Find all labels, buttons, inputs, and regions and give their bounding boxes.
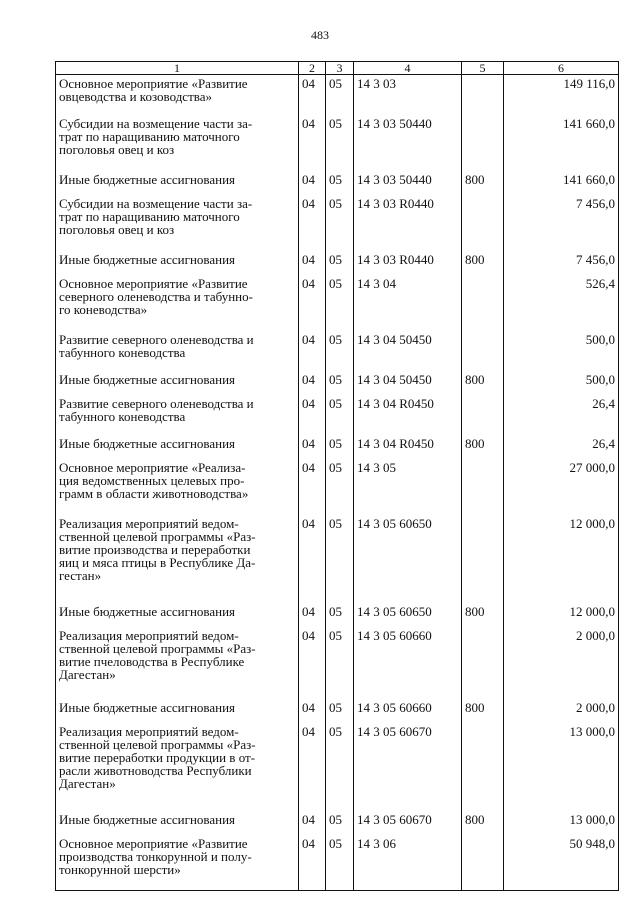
row-name: Субсидии на возмещение части за- трат по наращиванию маточного поголовья овец и коз (56, 195, 299, 251)
row-expense-type (462, 75, 504, 115)
row-section: 04 (299, 627, 326, 699)
row-section: 04 (299, 115, 326, 171)
row-target-code: 14 3 05 60660 (354, 627, 462, 699)
header-col-4: 4 (354, 62, 462, 75)
row-subsection: 05 (326, 251, 354, 275)
row-target-code: 14 3 03 R0440 (354, 251, 462, 275)
row-section: 04 (299, 251, 326, 275)
header-col-5: 5 (462, 62, 504, 75)
row-subsection: 05 (326, 435, 354, 459)
row-name: Реализация мероприятий ведом- ственной целевой программы «Раз- витие переработки продукции в от- расли животноводства Республики Дагестан» (56, 723, 299, 811)
row-target-code: 14 3 05 60650 (354, 515, 462, 603)
row-subsection: 05 (326, 515, 354, 603)
row-amount: 26,4 (504, 435, 619, 459)
row-name: Основное мероприятие «Развитие северного оленеводства и табунно- го коневодства» (56, 275, 299, 331)
table-row (56, 275, 619, 331)
table-row (56, 723, 619, 811)
row-target-code: 14 3 05 60670 (354, 723, 462, 811)
row-name: Иные бюджетные ассигнования (56, 603, 299, 627)
row-amount: 526,4 (504, 275, 619, 331)
row-expense-type (462, 395, 504, 435)
row-target-code: 14 3 03 50440 (354, 115, 462, 171)
row-expense-type (462, 835, 504, 891)
row-expense-type (462, 195, 504, 251)
header-col-1: 1 (56, 62, 299, 75)
budget-table (55, 61, 619, 891)
row-target-code: 14 3 04 50450 (354, 371, 462, 395)
row-target-code: 14 3 05 60650 (354, 603, 462, 627)
row-amount: 12 000,0 (504, 515, 619, 603)
row-subsection: 05 (326, 75, 354, 115)
row-amount: 141 660,0 (504, 171, 619, 195)
row-amount: 500,0 (504, 371, 619, 395)
row-expense-type: 800 (462, 251, 504, 275)
row-subsection: 05 (326, 603, 354, 627)
table-row (56, 171, 619, 195)
row-name: Реализация мероприятий ведом- ственной целевой программы «Раз- витие производства и переработки яиц и мяса птицы в Республике Да- гестан» (56, 515, 299, 603)
row-section: 04 (299, 75, 326, 115)
row-subsection: 05 (326, 395, 354, 435)
row-target-code: 14 3 04 R0450 (354, 435, 462, 459)
row-target-code: 14 3 04 (354, 275, 462, 331)
row-name: Основное мероприятие «Развитие овцеводства и козоводства» (56, 75, 299, 115)
row-section: 04 (299, 515, 326, 603)
row-name: Иные бюджетные ассигнования (56, 371, 299, 395)
row-subsection: 05 (326, 459, 354, 515)
header-col-2: 2 (299, 62, 326, 75)
header-col-6: 6 (504, 62, 619, 75)
row-name: Развитие северного оленеводства и табунного коневодства (56, 395, 299, 435)
row-section: 04 (299, 371, 326, 395)
table-row (56, 603, 619, 627)
row-amount: 12 000,0 (504, 603, 619, 627)
row-section: 04 (299, 331, 326, 371)
table-row (56, 251, 619, 275)
row-subsection: 05 (326, 811, 354, 835)
row-section: 04 (299, 459, 326, 515)
row-target-code: 14 3 05 (354, 459, 462, 515)
page-number: 483 (311, 28, 329, 42)
row-amount: 2 000,0 (504, 699, 619, 723)
row-section: 04 (299, 171, 326, 195)
row-target-code: 14 3 05 60660 (354, 699, 462, 723)
row-name: Иные бюджетные ассигнования (56, 171, 299, 195)
row-expense-type (462, 459, 504, 515)
row-name: Субсидии на возмещение части за- трат по наращиванию маточного поголовья овец и коз (56, 115, 299, 171)
table-row (56, 331, 619, 371)
table-row (56, 371, 619, 395)
row-section: 04 (299, 395, 326, 435)
row-target-code: 14 3 03 (354, 75, 462, 115)
row-name: Иные бюджетные ассигнования (56, 251, 299, 275)
row-amount: 2 000,0 (504, 627, 619, 699)
row-subsection: 05 (326, 275, 354, 331)
table-row (56, 459, 619, 515)
row-amount: 26,4 (504, 395, 619, 435)
row-amount: 149 116,0 (504, 75, 619, 115)
row-expense-type (462, 331, 504, 371)
row-name: Иные бюджетные ассигнования (56, 435, 299, 459)
row-amount: 50 948,0 (504, 835, 619, 891)
row-expense-type: 800 (462, 171, 504, 195)
row-name: Реализация мероприятий ведом- ственной целевой программы «Раз- витие пчеловодства в Республике Дагестан» (56, 627, 299, 699)
row-expense-type (462, 515, 504, 603)
table-row (56, 699, 619, 723)
row-expense-type (462, 115, 504, 171)
row-expense-type: 800 (462, 699, 504, 723)
row-subsection: 05 (326, 371, 354, 395)
row-amount: 500,0 (504, 331, 619, 371)
row-section: 04 (299, 835, 326, 891)
table-row (56, 515, 619, 603)
row-amount: 13 000,0 (504, 811, 619, 835)
table-row (56, 435, 619, 459)
row-target-code: 14 3 03 50440 (354, 171, 462, 195)
row-section: 04 (299, 603, 326, 627)
row-expense-type: 800 (462, 603, 504, 627)
row-subsection: 05 (326, 835, 354, 891)
row-section: 04 (299, 811, 326, 835)
row-target-code: 14 3 03 R0440 (354, 195, 462, 251)
table-row (56, 115, 619, 171)
row-subsection: 05 (326, 331, 354, 371)
row-expense-type (462, 723, 504, 811)
row-section: 04 (299, 699, 326, 723)
row-subsection: 05 (326, 699, 354, 723)
row-amount: 13 000,0 (504, 723, 619, 811)
row-target-code: 14 3 04 R0450 (354, 395, 462, 435)
table-row (56, 395, 619, 435)
row-section: 04 (299, 195, 326, 251)
row-expense-type: 800 (462, 371, 504, 395)
header-col-3: 3 (326, 62, 354, 75)
row-expense-type (462, 275, 504, 331)
row-name: Развитие северного оленеводства и табунного коневодства (56, 331, 299, 371)
row-subsection: 05 (326, 171, 354, 195)
row-amount: 141 660,0 (504, 115, 619, 171)
header-row (56, 62, 619, 75)
row-name: Основное мероприятие «Развитие производства тонкорунной и полу- тонкорунной шерсти» (56, 835, 299, 891)
row-target-code: 14 3 05 60670 (354, 811, 462, 835)
row-target-code: 14 3 06 (354, 835, 462, 891)
table-row (56, 811, 619, 835)
row-section: 04 (299, 435, 326, 459)
row-target-code: 14 3 04 50450 (354, 331, 462, 371)
table-row (56, 835, 619, 891)
row-amount: 7 456,0 (504, 251, 619, 275)
row-subsection: 05 (326, 723, 354, 811)
row-subsection: 05 (326, 627, 354, 699)
row-section: 04 (299, 723, 326, 811)
table-row (56, 75, 619, 115)
table-row (56, 627, 619, 699)
row-expense-type (462, 627, 504, 699)
row-subsection: 05 (326, 115, 354, 171)
row-name: Иные бюджетные ассигнования (56, 811, 299, 835)
row-name: Иные бюджетные ассигнования (56, 699, 299, 723)
row-name: Основное мероприятие «Реализа- ция ведомственных целевых про- грамм в области животноводства» (56, 459, 299, 515)
table-row (56, 195, 619, 251)
row-expense-type: 800 (462, 435, 504, 459)
row-amount: 27 000,0 (504, 459, 619, 515)
row-subsection: 05 (326, 195, 354, 251)
row-expense-type: 800 (462, 811, 504, 835)
row-amount: 7 456,0 (504, 195, 619, 251)
row-section: 04 (299, 275, 326, 331)
